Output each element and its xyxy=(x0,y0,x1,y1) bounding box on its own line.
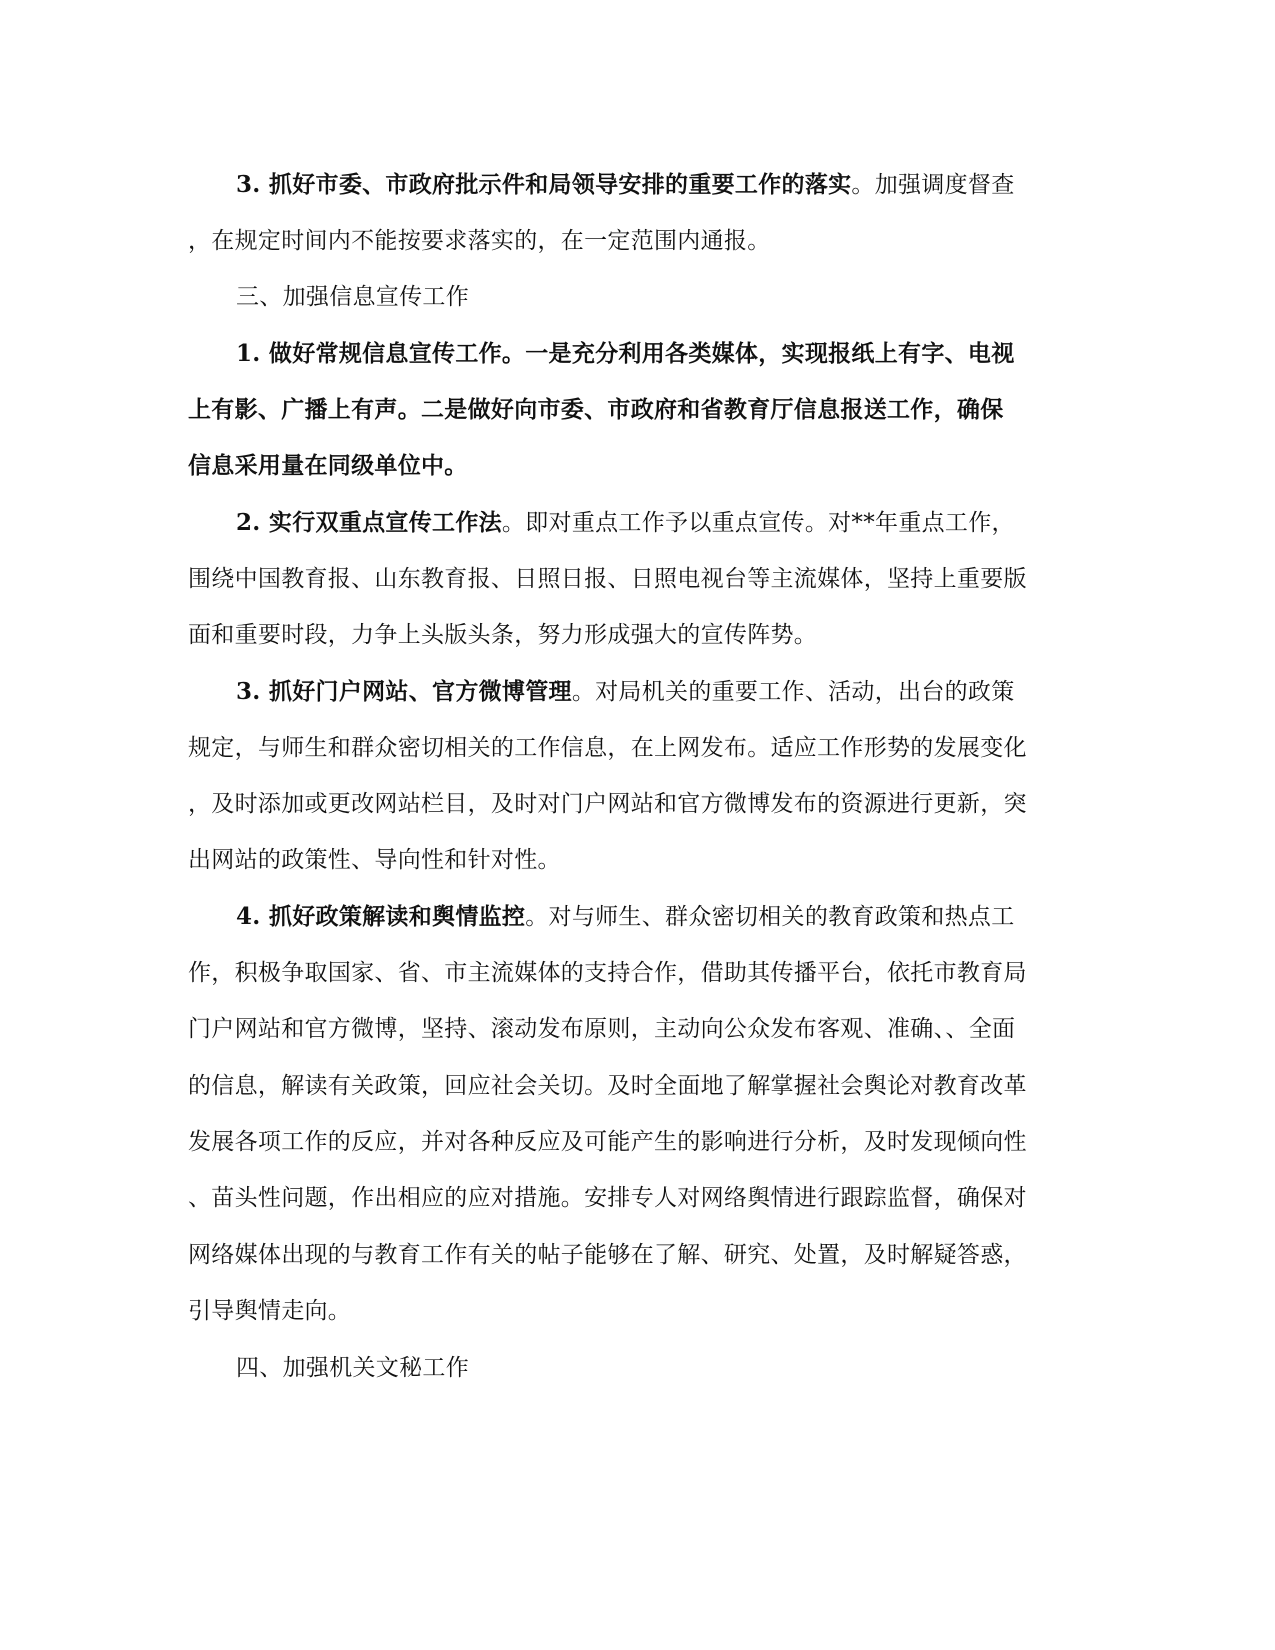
paragraph-line: 网络媒体出现的与教育工作有关的帖子能够在了解、研究、处置，及时解疑答惑， xyxy=(188,1242,1027,1268)
paragraph-line: 作，积极争取国家、省、市主流媒体的支持合作，借助其传播平台，依托市教育局 xyxy=(188,960,1027,986)
paragraph-line: 上有影、广播上有声。二是做好向市委、市政府和省教育厅信息报送工作，确保 xyxy=(188,396,1004,423)
paragraph-text: 。即对重点工作予以重点宣传。对**年重点工作， xyxy=(501,510,1015,536)
paragraph-lead: 3. 抓好市委、市政府批示件和局领导安排的重要工作的落实 xyxy=(236,171,852,198)
paragraph-text: 。对局机关的重要工作、活动，出台的政策 xyxy=(571,679,1015,705)
section-heading: 三、加强信息宣传工作 xyxy=(236,284,469,310)
paragraph-line xyxy=(236,902,1136,932)
paragraph-line: 信息采用量在同级单位中。 xyxy=(188,452,468,479)
paragraph-line: 围绕中国教育报、山东教育报、日照日报、日照电视台等主流媒体，坚持上重要版 xyxy=(188,566,1027,592)
paragraph-line: 发展各项工作的反应，并对各种反应及可能产生的影响进行分析，及时发现倾向性 xyxy=(188,1129,1027,1155)
paragraph-lead: 4. 抓好政策解读和舆情监控 xyxy=(236,903,526,930)
paragraph-line xyxy=(236,677,1136,707)
paragraph-line: ，及时添加或更改网站栏目，及时对门户网站和官方微博发布的资源进行更新，突 xyxy=(188,791,1027,817)
paragraph-line: 引导舆情走向。 xyxy=(188,1298,352,1324)
paragraph-line: 面和重要时段，力争上头版头条，努力形成强大的宣传阵势。 xyxy=(188,622,818,648)
paragraph-line xyxy=(236,508,1136,538)
paragraph-line: 门户网站和官方微博，坚持、滚动发布原则，主动向公众发布客观、准确、、全面 xyxy=(188,1016,1016,1042)
paragraph-line: 出网站的政策性、导向性和针对性。 xyxy=(188,847,561,873)
paragraph-line: 规定，与师生和群众密切相关的工作信息，在上网发布。适应工作形势的发展变化 xyxy=(188,735,1027,761)
paragraph-text: 。加强调度督查 xyxy=(851,172,1015,198)
paragraph-line: 的信息，解读有关政策，回应社会关切。及时全面地了解掌握社会舆论对教育改革 xyxy=(188,1073,1027,1099)
paragraph-lead: 2. 实行双重点宣传工作法 xyxy=(236,509,502,536)
paragraph-line: ，在规定时间内不能按要求落实的，在一定范围内通报。 xyxy=(188,228,771,254)
paragraph-line xyxy=(236,170,1136,200)
paragraph-line: 、苗头性问题，作出相应的应对措施。安排专人对网络舆情进行跟踪监督，确保对 xyxy=(188,1185,1027,1211)
section-heading: 四、加强机关文秘工作 xyxy=(236,1355,469,1381)
paragraph-text: 。对与师生、群众密切相关的教育政策和热点工 xyxy=(525,904,1015,930)
paragraph-lead: 3. 抓好门户网站、官方微博管理 xyxy=(236,678,572,705)
paragraph-line: 1. 做好常规信息宣传工作。一是充分利用各类媒体，实现报纸上有字、电视 xyxy=(236,340,1015,367)
